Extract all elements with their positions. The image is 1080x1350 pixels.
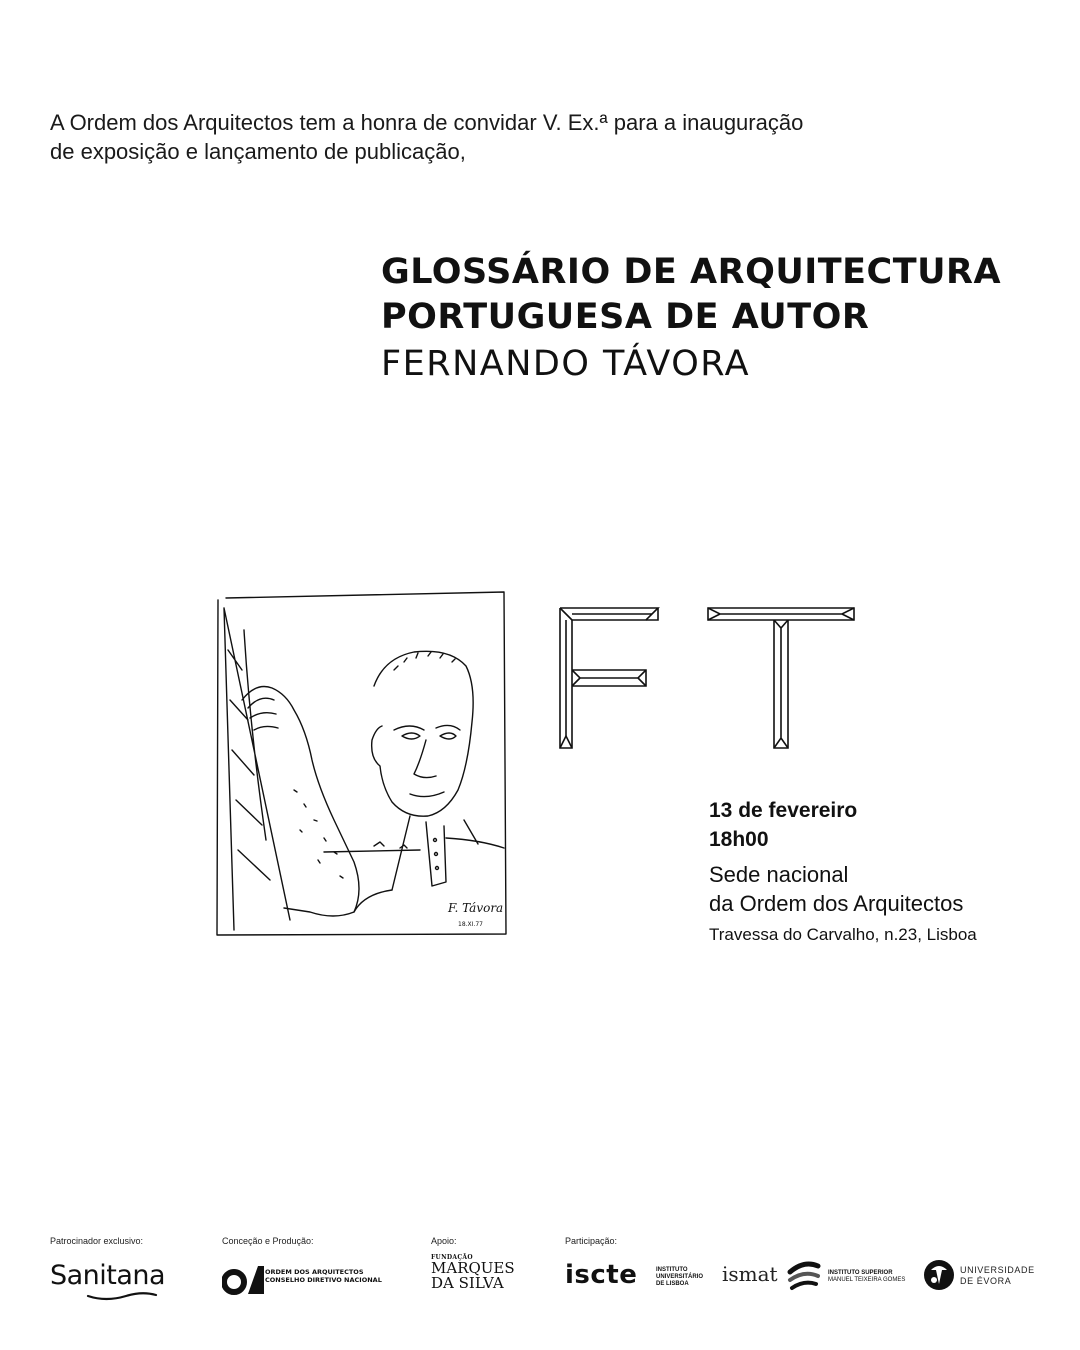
author-name: FERNANDO TÁVORA: [381, 344, 751, 384]
ismat-sub-2: MANUEL TEIXEIRA GOMES: [828, 1277, 906, 1283]
venue-line-1: Sede nacional: [709, 862, 849, 887]
sponsor-label: Patrocinador exclusivo:: [50, 1236, 144, 1246]
sketch-collar: [392, 816, 504, 890]
sanitana-wordmark: Sanitana: [50, 1260, 166, 1291]
sketch-board: [224, 608, 290, 930]
sketch-head: [372, 651, 473, 816]
participation-label: Participação:: [565, 1236, 618, 1246]
exhibition-title: [381, 250, 1001, 388]
sketch-frame: [217, 592, 506, 935]
ismat-logo: ismat: [722, 1262, 778, 1286]
ft-monogram: [558, 606, 858, 752]
event-address: Travessa do Carvalho, n.23, Lisboa: [709, 925, 977, 944]
sketch-signature: F. Távora: [448, 901, 504, 915]
ismat-emblem-icon: [786, 1258, 822, 1294]
sketch-horizon: [324, 842, 420, 852]
iscte-sub-1: INSTITUTO: [656, 1267, 688, 1273]
uevora-emblem-icon: [922, 1258, 956, 1292]
sketch-hand: [242, 687, 359, 917]
fms-line-2: MARQUES: [431, 1259, 515, 1277]
title-line-2: PORTUGUESA DE AUTOR: [381, 297, 870, 337]
oa-logo-icon: [222, 1262, 264, 1296]
iscte-subtitle: [656, 1267, 703, 1288]
intro-line-2: de exposição e lançamento de publicação,: [50, 139, 466, 164]
ismat-sub-1: INSTITUTO SUPERIOR: [828, 1270, 893, 1276]
production-label: Conceção e Produção:: [222, 1236, 314, 1246]
iscte-sub-2: UNIVERSITÁRIO: [656, 1274, 704, 1280]
oa-logo-text: [265, 1268, 382, 1284]
sanitana-logo: [50, 1260, 165, 1291]
fms-logo: [431, 1254, 515, 1291]
oa-line-2: CONSELHO DIRETIVO NACIONAL: [265, 1276, 382, 1284]
iscte-logo: iscte: [565, 1260, 638, 1290]
uevora-line-1: UNIVERSIDADE: [960, 1265, 1035, 1275]
invitation-intro: [50, 108, 803, 166]
title-line-1: GLOSSÁRIO DE ARQUITECTURA: [381, 252, 1002, 292]
portrait-sketch: [214, 590, 510, 940]
fms-line-1: FUNDAÇÃO: [431, 1254, 473, 1261]
event-date: 13 de fevereiro: [709, 799, 858, 822]
ismat-subtitle: [828, 1270, 905, 1284]
venue-line-2: da Ordem dos Arquitectos: [709, 891, 964, 916]
event-time: 18h00: [709, 828, 769, 851]
uevora-logo-text: [960, 1265, 1035, 1287]
oa-line-1: ORDEM DOS ARQUITECTOS: [265, 1268, 364, 1276]
intro-line-1: A Ordem dos Arquitectos tem a honra de convidar V. Ex.ª para a inauguração: [50, 110, 804, 135]
sanitana-swoosh-icon: [86, 1290, 158, 1302]
event-venue: [709, 860, 1029, 918]
iscte-sub-3: DE LISBOA: [656, 1281, 689, 1287]
fms-line-3: DA SILVA: [431, 1274, 504, 1292]
uevora-line-2: DE ÉVORA: [960, 1276, 1012, 1286]
sketch-signature-date: 18.XI.77: [458, 921, 483, 928]
event-details: [709, 796, 1029, 946]
support-label: Apoio:: [431, 1236, 457, 1246]
